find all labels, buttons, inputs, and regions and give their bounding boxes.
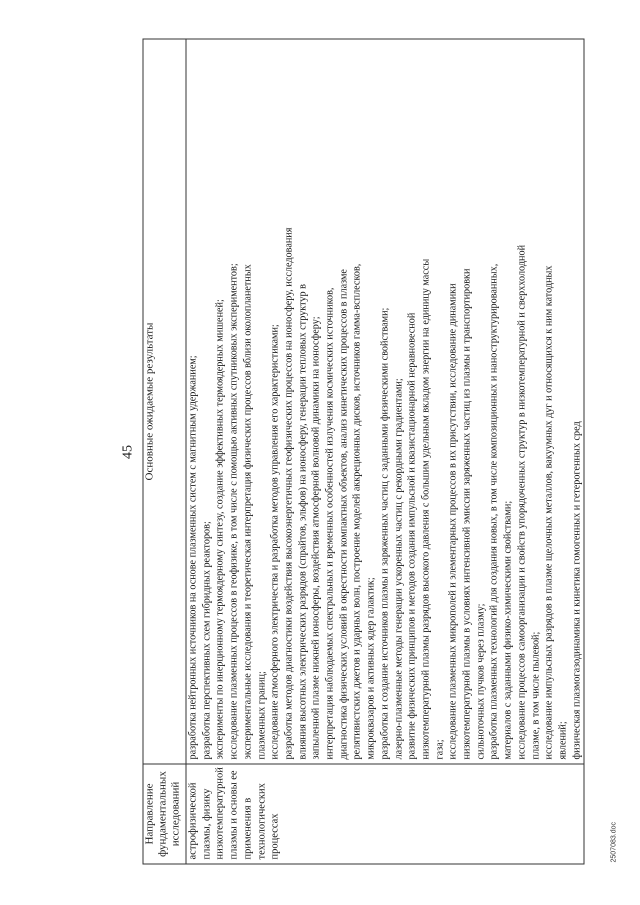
result-line: запыленной плазме нижней ионосферы, воздействия атмосферной волновой динамики на ионосферу;: [310, 316, 322, 760]
result-line: исследование атмосферного электричества и разработка методов управления его характеристиками;: [269, 324, 281, 760]
result-line: влияния высотных электрических разрядов (спрайтов, эльфов) на ионосферу, генерации тепловых структур в: [297, 284, 309, 760]
result-line: разработка плазменных технологий для создания новых, в том числе композиционных и наноструктурированных,: [488, 263, 500, 760]
result-line: исследование процессов самоорганизации и свойств упорядоченных структур в низкотемпературной и сверххолодной: [516, 244, 528, 760]
research-table: [143, 39, 585, 865]
result-line: физическая плазмогазодинамика и кинетика гомогенных и гетерогенных сред: [571, 421, 583, 760]
result-line: сильноточных пучков через плазму;: [475, 603, 487, 760]
result-line: низкотемпературной плазмы в условиях интенсивной эмиссии заряженных частиц из плазмы и транспортировки: [461, 268, 473, 760]
result-line: интерпретация наблюдаемых спектральных и временных особенностей излучения космических источников,: [324, 287, 336, 760]
result-line: диагностика физических условий в окрестности компактных объектов, анализ кинетических процессов в плазме: [338, 269, 350, 760]
result-line: низкотемпературной плазмы разрядов высокого давления с большим удельным вкладом энергии на единицу массы: [420, 258, 432, 760]
result-line: микроквазаров и активных ядер галактик;: [365, 577, 377, 760]
page-number: 45: [120, 445, 136, 459]
result-line: развитие физических принципов и методов создания импульсной и квазистационарной неравновесной: [406, 312, 418, 760]
direction-cell: астрофизической плазмы, физику низкотемпературной плазмы и основы ее применения в технологических процессах: [186, 764, 584, 864]
result-line: плазменных границ;: [256, 671, 268, 760]
result-line: исследование плазменных микрополей и элементарных процессов в их присутствии, исследование динамики: [447, 283, 459, 760]
table-row: [186, 39, 584, 864]
result-line: исследование плазменных процессов в геофизике, в том числе с помощью активных спутниковых экспериментов;: [228, 263, 240, 760]
table-header-row: [143, 39, 186, 864]
header-results: Основные ожидаемые результаты: [143, 39, 186, 764]
rotated-sheet: [21, 40, 621, 865]
result-line: лазерно-плазменные методы генерации ускоренных частиц с рекордными градиентами;: [393, 378, 405, 760]
result-line: релятивистских джетов и ударных волн, построение моделей аккреционных дисков, источников гамма-всплесков,: [351, 263, 363, 760]
result-line: разработка перспективных схем гибридных реакторов;: [201, 521, 213, 760]
result-line: разработка нейтронных источников на основе плазменных систем с магнитным удержанием;: [187, 355, 199, 760]
result-line: разработка методов диагностики воздействия высокоэнергетичных геофизических процессов на ионосферу, исследования: [283, 227, 295, 760]
document-file-code: 2507083.doc: [610, 822, 618, 863]
results-cell: [186, 39, 584, 764]
result-line: плазме, в том числе пылевой;: [530, 631, 542, 760]
result-line: газа;: [434, 739, 446, 760]
result-line: эксперименты по инерционному термоядерному синтезу, создание эффективных термоядерных мишеней;: [214, 299, 226, 760]
result-line: экспериментальные исследования и теоретическая интерпретация физических процессов вблизи околопланетных: [242, 264, 254, 760]
result-line: исследование импульсных разрядов в плазме щелочных металлов, вакуумных дуг и относящихся к ним катодных: [543, 265, 555, 760]
result-line: материалов с заданными физико-химическими свойствами;: [502, 500, 514, 760]
result-line: явлений;: [557, 721, 569, 760]
header-direction: Направление фундаментальных исследований: [143, 764, 186, 864]
result-line: разработка и создание источников плазмы и заряженных частиц с заданными физическими свойствами;: [379, 307, 391, 760]
